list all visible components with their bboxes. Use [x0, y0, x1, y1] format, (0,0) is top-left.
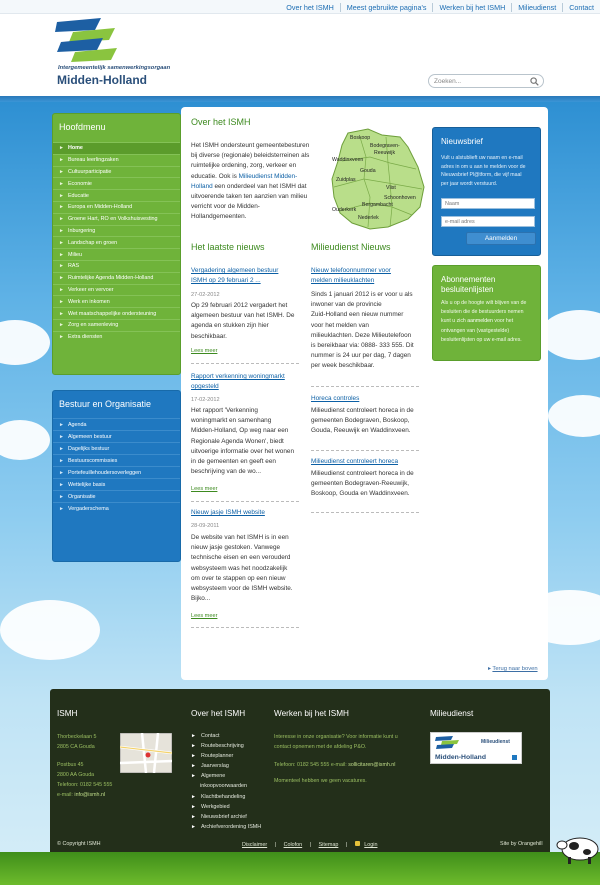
disclaimer-link[interactable]: Disclaimer: [242, 842, 268, 848]
footer-link[interactable]: ► Werkgebied: [191, 803, 230, 810]
arrow-icon: ►: [59, 204, 64, 211]
map-label: Vlist: [386, 185, 396, 191]
footer-link[interactable]: ► Jaarverslag: [191, 763, 229, 770]
arrow-icon: ►: [59, 334, 64, 341]
menu-item[interactable]: ► Economie: [53, 177, 180, 189]
divider: [191, 363, 299, 364]
footer-link[interactable]: inkoopvoorwaarden: [200, 783, 248, 790]
cloud: [0, 420, 50, 460]
footer-link[interactable]: ► Contact: [191, 733, 220, 739]
menu-item[interactable]: ► Zorg en samenleving: [53, 319, 180, 331]
arrow-icon: ►: [59, 227, 64, 234]
footer-link[interactable]: ► Routeplanner: [191, 753, 234, 760]
menu-item[interactable]: ► Extra diensten: [53, 331, 180, 343]
milieu-news-title[interactable]: Milieudienst controleert horeca: [311, 458, 399, 465]
menu-item-home[interactable]: ► Home: [53, 142, 180, 154]
arrow-icon: ►: [59, 180, 64, 187]
logo-mark: [55, 18, 119, 64]
milieu-news-text: Milieudienst controleert horeca in de gemeenten Bodegraven-Reeuwijk, Boskoop, Gouda en Waddinxveen.: [311, 470, 414, 498]
footer-werken-text: Interesse in onze organisatie? Voor informatie kunt u contact opnemen met de afdeling P&O. Telefoon: 0182 545 555 e-mail: sollicitaren@ismh.nl Momenteel hebben we geen vacatures.: [274, 734, 398, 784]
cloud: [0, 320, 50, 365]
milieu-title: Milieudienst Nieuws: [311, 242, 391, 252]
arrow-icon: ►: [191, 803, 196, 810]
news-date: 27-02-2012: [191, 292, 220, 298]
footer-bottom-links: Disclaimer | Colofon | Sitemap | Login: [242, 842, 378, 848]
footer-milieu-title: Milieudienst: [430, 709, 474, 718]
arrow-icon: ►: [59, 298, 64, 305]
map-label: Reeuwijk: [374, 150, 396, 156]
topnav-over-het-ismh[interactable]: Over het ISMH: [286, 2, 334, 12]
bestuur-item[interactable]: ► Organisatie: [53, 490, 180, 502]
subscribe-link[interactable]: aanmelden: [467, 318, 493, 325]
over-text: Het ISMH ondersteunt gemeentebesturen bij diverse (regionale) beleidsterreinen als ruimtelijke ordening, zorg, verkeer en educatie. Ook is Milieudienst Midden- Holland een onderdeel van het ISMH dat uitvoerende taken ten aanzien van milieu verricht voor de Midden- Hollandgemeenten.: [191, 142, 310, 221]
newsletter-email-input[interactable]: e-mail adres: [441, 216, 535, 227]
menu-item[interactable]: ► Educatie: [53, 189, 180, 201]
map-label: Gouda: [360, 168, 376, 174]
footer-milieu-logo-name: Midden-Holland: [435, 754, 486, 761]
topnav-contact[interactable]: Contact: [562, 3, 600, 12]
milieu-news-title[interactable]: Nieuw telefoonnummer voor melden milieuklachten: [311, 267, 391, 285]
arrow-icon: ►: [191, 743, 196, 750]
menu-item[interactable]: ► Milieu: [53, 248, 180, 260]
search-input[interactable]: Zoeken...: [434, 78, 462, 85]
bestuur-item[interactable]: ► Vergaderschema: [53, 502, 180, 514]
bestuur-item[interactable]: ► Algemeen bestuur: [53, 430, 180, 442]
subscriptions-title: Abonnementen besluitenlijsten: [441, 275, 496, 294]
menu-item[interactable]: ► Verkeer en vervoer: [53, 284, 180, 296]
divider: [191, 627, 299, 628]
arrow-icon: ►: [59, 469, 64, 476]
arrow-icon: ►: [59, 493, 64, 500]
bestuur-item[interactable]: ► Wettelijke basis: [53, 478, 180, 490]
menu-item[interactable]: ► Bureau leerlingzaken: [53, 154, 180, 166]
cloud: [548, 395, 600, 437]
news-title[interactable]: Vergadering algemeen bestuur ISMH op 29 februari 2 ...: [191, 267, 279, 285]
logo-mark: [435, 736, 461, 752]
top-navigation: [280, 0, 600, 14]
login-link[interactable]: Login: [364, 842, 378, 848]
footer-link[interactable]: ► Routebeschrijving: [191, 743, 244, 750]
sitemap-link[interactable]: Sitemap: [318, 842, 339, 848]
search-field[interactable]: [428, 74, 544, 88]
newsletter-text: Vult u alstublieft uw naam en e-mail adres in om u aan te melden voor de Nieuwsbrief Pl@tform, die vijf maal per jaar wordt verstuurd.: [441, 155, 526, 187]
location-map-thumbnail[interactable]: [120, 733, 172, 773]
menu-item[interactable]: ► Wet maatschappelijke ondersteuning: [53, 307, 180, 319]
read-more-link[interactable]: Lees meer: [191, 348, 218, 354]
arrow-icon: ►: [191, 793, 196, 800]
colofon-link[interactable]: Colofon: [283, 842, 303, 848]
menu-item[interactable]: ► Groene Hart, RO en Volkshuisvesting: [53, 213, 180, 225]
arrow-icon: ►: [59, 457, 64, 464]
footer-address: Thorbeckelaan 5 2805 CA Gouda Postbus 45 2800 AA Gouda Telefoon: 0182 545 555 e-mail: info@ismh.nl: [57, 734, 113, 798]
footer-link[interactable]: ► Nieuwsbrief archief: [191, 813, 247, 820]
divider: [311, 386, 419, 387]
bestuur-item[interactable]: ► Portefeuillehoudersoverleggen: [53, 466, 180, 478]
news-title[interactable]: Rapport verkenning woningmarkt opgesteld: [191, 373, 285, 391]
arrow-icon: ►: [59, 192, 64, 199]
map-label: Schoonhoven: [384, 195, 416, 201]
cloud: [540, 310, 600, 360]
map-label: Boskoop: [350, 135, 371, 141]
main-menu: [52, 113, 181, 375]
top-bar: [0, 0, 600, 14]
logo-name: Midden-Holland: [57, 73, 147, 87]
arrow-icon: ►: [59, 433, 64, 440]
arrow-icon: ►: [191, 773, 196, 780]
cloud: [0, 600, 100, 660]
menu-item[interactable]: ► Ruimtelijke Agenda Midden-Holland: [53, 272, 180, 284]
arrow-icon: ►: [59, 445, 64, 452]
lock-icon: [355, 841, 360, 846]
divider: [311, 450, 419, 451]
topnav-milieudienst[interactable]: Milieudienst: [511, 3, 562, 12]
milieudienst-link[interactable]: Holland: [191, 182, 213, 190]
arrow-icon: ►: [59, 421, 64, 428]
footer-link[interactable]: ► Archiefverordening ISMH: [191, 823, 262, 830]
arrow-icon: ►: [59, 310, 64, 317]
main-menu-title: Hoofdmenu: [59, 122, 106, 132]
region-map: [330, 127, 427, 231]
footer-milieu-logo[interactable]: [430, 732, 522, 764]
arrow-icon: ►: [59, 216, 64, 223]
site-by[interactable]: Site by Orangehill: [500, 841, 543, 847]
arrow-icon: ►: [59, 275, 64, 282]
bestuur-menu: [52, 390, 181, 562]
bestuur-menu-title: Bestuur en Organisatie: [59, 399, 152, 409]
divider: [311, 512, 419, 513]
bestuur-item[interactable]: ► Bestuurscommissies: [53, 454, 180, 466]
map-label: Ouderkerk: [332, 207, 357, 213]
read-more-link[interactable]: Lees meer: [191, 613, 218, 619]
map-label: Bodegraven-: [370, 143, 400, 149]
arrow-icon: ►: [191, 733, 196, 739]
footer-milieu-logo-label: Milieudienst: [481, 739, 510, 745]
milieu-news-text: Sinds 1 januari 2012 is er voor u als inwoner van de provincie Zuid-Holland een nieuw nummer voor het melden van milieuklachten. Deze Milieutelefoon is bereikbaar via: 0888- 333 555. Dit nummer is 24 uur per dag, 7 dagen per week beschikbaar.: [311, 291, 414, 370]
menu-item[interactable]: ► RAS: [53, 260, 180, 272]
over-title: Over het ISMH: [191, 117, 251, 127]
arrow-icon: ►: [59, 481, 64, 488]
subscriptions-text: Als u op de hoogte wilt blijven van de besluiten die de bestuurders nemen kunt u zich aanmelden voor het ontvangen van (vastgestelde) besluitenlijsten op uw e-mail adres.: [441, 300, 527, 343]
newsletter-name-input[interactable]: Naam: [441, 198, 535, 209]
arrow-icon: ►: [59, 263, 64, 270]
arrow-icon: ►: [191, 763, 196, 770]
milieu-news-text: Milieudienst controleert horeca in de gemeenten Bodegraven, Boskoop, Gouda, Reeuwijk en Waddinxveen.: [311, 407, 414, 435]
header-divider: [0, 96, 600, 102]
footer-email-link[interactable]: info@ismh.nl: [74, 792, 106, 798]
menu-item[interactable]: ► Werk en inkomen: [53, 295, 180, 307]
topnav-meest-gebruikte[interactable]: Meest gebruikte pagina's: [340, 3, 433, 12]
footer-over-list: [191, 733, 261, 834]
news-text: Op 29 februari 2012 vergadert het algemeen bestuur van het ISMH. De agenda en stukken zijn hier beschikbaar.: [191, 302, 295, 340]
newsletter-title: Nieuwsbrief: [441, 137, 483, 146]
grass-decoration: [0, 852, 600, 885]
map-label: Nederlek: [358, 215, 379, 221]
menu-item[interactable]: ► Landschap en groen: [53, 236, 180, 248]
arrow-icon: ►: [191, 823, 196, 830]
menu-item[interactable]: ► Europa en Midden-Holland: [53, 201, 180, 213]
bestuur-item[interactable]: ► Agenda: [53, 418, 180, 430]
footer-link[interactable]: ► Algemene: [191, 773, 226, 780]
external-link-icon: [511, 754, 518, 761]
news-title[interactable]: Nieuw jasje ISMH website: [191, 509, 265, 516]
footer-link[interactable]: ► Klachtbehandeling: [191, 793, 246, 800]
site-logo[interactable]: [55, 18, 195, 92]
arrow-icon: ►: [59, 505, 64, 512]
milieudienst-link[interactable]: Milieudienst Midden-: [238, 172, 298, 180]
menu-item[interactable]: ► Inburgering: [53, 225, 180, 237]
bestuur-item[interactable]: ► Dagelijks bestuur: [53, 442, 180, 454]
map-label: Waddinxveen: [332, 157, 364, 163]
arrow-icon: ►: [59, 145, 64, 152]
news-date: 28-09-2011: [191, 523, 220, 529]
topnav-werken-bij[interactable]: Werken bij het ISMH: [432, 3, 511, 12]
arrow-icon: ►: [59, 322, 64, 329]
arrow-icon: ►: [191, 813, 196, 820]
read-more-link[interactable]: Lees meer: [191, 486, 218, 492]
footer-jobs-email-link[interactable]: sollicitaren@ismh.nl: [348, 762, 396, 768]
footer-werken-title: Werken bij het ISMH: [274, 709, 349, 718]
cow-illustration: [556, 833, 600, 865]
footer-ismh-title: ISMH: [57, 709, 78, 718]
menu-item[interactable]: ► Cultuurparticipatie: [53, 166, 180, 178]
news-date: 17-02-2012: [191, 397, 220, 403]
back-to-top-link[interactable]: ▸ Terug naar boven: [488, 666, 538, 672]
subscriptions-box: [432, 265, 541, 361]
arrow-icon: ►: [59, 239, 64, 246]
divider: [191, 501, 299, 502]
news-text: De website van het ISMH is in een nieuw jasje gestoken. Vanwege technische eisen en een verouderd websysteem was het noodzakelijk om over te stappen op een nieuw websysteem voor de ISMH website. Bijko...: [191, 534, 293, 603]
arrow-icon: ►: [59, 157, 64, 164]
map-label: Bergambacht: [362, 202, 393, 208]
milieu-news-title[interactable]: Horeca controles: [311, 395, 360, 402]
newsletter-submit-button[interactable]: Aanmelden: [466, 232, 536, 245]
search-icon[interactable]: [530, 77, 539, 86]
arrow-icon: ►: [191, 753, 196, 760]
logo-tagline: Intergemeentelijk samenwerkingsorgaan: [58, 65, 171, 71]
map-label: Zuidplas: [336, 177, 356, 183]
footer-over-title: Over het ISMH: [191, 709, 246, 718]
arrow-icon: ►: [59, 168, 64, 175]
news-text: Het rapport 'Verkenning woningmarkt en samenhang Midden-Holland, Op weg naar een Regionale Agenda Wonen', biedt uitvoerige informatie over het wonen in de gemeenten en geeft een beschrijving van de wo...: [191, 407, 295, 476]
arrow-icon: ►: [59, 286, 64, 293]
arrow-icon: ►: [59, 251, 64, 258]
nieuws-title: Het laatste nieuws: [191, 242, 265, 252]
copyright: © Copyright ISMH: [57, 841, 101, 847]
